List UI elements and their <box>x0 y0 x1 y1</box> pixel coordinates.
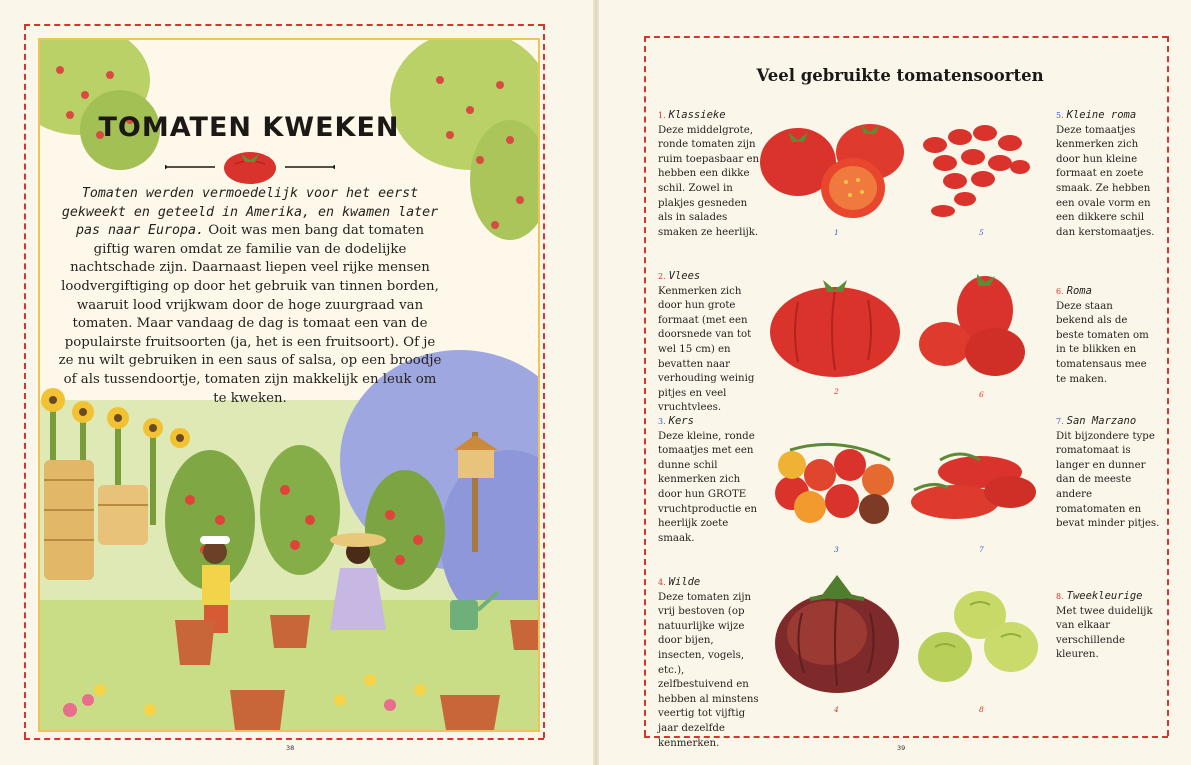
variety-3-number: 3. <box>658 417 666 426</box>
dashed-border-inner-right <box>644 36 646 736</box>
variety-2-number: 2. <box>658 272 666 281</box>
caption-8: 8 <box>979 705 984 714</box>
variety-8-name: Tweekleurige <box>1066 590 1143 602</box>
variety-6-number: 6. <box>1056 287 1064 296</box>
variety-5-name: Kleine roma <box>1066 109 1137 121</box>
intro-text <box>56 185 444 408</box>
variety-3 <box>658 414 764 546</box>
variety-4 <box>658 575 762 751</box>
variety-1-number: 1. <box>658 111 666 120</box>
variety-4-name: Wilde <box>668 576 701 588</box>
variety-5 <box>1056 108 1156 240</box>
variety-7-name: San Marzano <box>1066 415 1137 427</box>
caption-4: 4 <box>834 705 839 714</box>
tomato-cherry-illustration <box>770 435 905 530</box>
variety-3-name: Kers <box>668 415 694 427</box>
tomato-bicolor-illustration <box>915 585 1040 695</box>
variety-7 <box>1056 414 1160 532</box>
variety-5-text: Deze tomaatjes kenmerken zich door hun kleine formaat en zoete smaak. Ze hebben een ovale vorm en een dikkere schil dan kerstomaatjes. <box>1056 124 1155 238</box>
variety-7-text: Dit bijzondere type romatomaat is langer en dunner dan de meeste andere romatomaten en bevat minder pitjes. <box>1056 430 1160 530</box>
intro-lead: Tomaten werden vermoedelijk voor het eerst gekweekt en geteeld in Amerika, en kwamen later pas naar Europa. <box>61 186 439 239</box>
variety-1-text: Deze middelgrote, ronde tomaten zijn ruim toepasbaar en hebben een dikke schil. Zowel in plakjes gesneden als in salades smaken ze heerlijk. <box>658 124 760 238</box>
page-number-right: 39 <box>897 744 906 752</box>
intro-body: Ooit was men bang dat tomaten giftig waren omdat ze familie van de dodelijke nachtschade zijn. Daarnaast liepen veel rijke mensen loodvergiftiging op door het gebruik van tinnen borden, waaruit lood vrijkwam door de hoge zuurgraad van tomaten. Maar vandaag de dag is tomaat een van de populairste fruitsoorten (ja, het is een fruitsoort). Of je ze nu wilt gebruiken in een saus of salsa, op een broodje of als tussendoortje, tomaten zijn makkelijk en leuk om te kweken. <box>58 223 442 406</box>
variety-8-number: 8. <box>1056 592 1064 601</box>
title-decoration <box>165 144 335 186</box>
tomato-san-marzano-illustration <box>910 440 1040 535</box>
caption-6: 6 <box>979 390 984 399</box>
dashed-border-top-right <box>644 36 1168 38</box>
variety-2-name: Vlees <box>668 270 701 282</box>
dashed-border-top-left <box>24 24 544 26</box>
page-number-left: 38 <box>286 744 295 752</box>
caption-3: 3 <box>834 545 839 554</box>
variety-8 <box>1056 589 1156 663</box>
dashed-border-side-right <box>1167 36 1169 736</box>
variety-8-text: Met twee duidelijk van elkaar verschillende kleuren. <box>1056 605 1153 661</box>
variety-1 <box>658 108 762 240</box>
tomato-classic-illustration <box>758 120 908 225</box>
variety-4-text: Deze tomaten zijn vrij bestoven (op natuurlijke wijze door bijen, insecten, vogels, etc.), zelfbestuivend en hebben al minstens veertig tot vijftig jaar dezelfde kenmerken. <box>658 591 759 749</box>
tomato-beefsteak-illustration <box>768 272 903 382</box>
caption-5: 5 <box>979 228 984 237</box>
tomato-roma-illustration <box>915 270 1035 380</box>
tomato-mini-roma-illustration <box>915 115 1035 225</box>
variety-6-name: Roma <box>1066 285 1092 297</box>
page-title: TOMATEN KWEKEN <box>98 112 400 143</box>
variety-5-number: 5. <box>1056 111 1064 120</box>
variety-4-number: 4. <box>658 578 666 587</box>
tomato-heirloom-illustration <box>772 573 902 698</box>
variety-2 <box>658 269 766 416</box>
caption-7: 7 <box>979 545 984 554</box>
caption-2: 2 <box>834 387 839 396</box>
dashed-border-inner-left <box>543 24 545 738</box>
variety-7-number: 7. <box>1056 417 1064 426</box>
variety-6 <box>1056 284 1152 387</box>
caption-1: 1 <box>834 228 839 237</box>
varieties-title: Veel gebruikte tomatensoorten <box>756 66 1044 85</box>
child-left <box>200 536 230 633</box>
variety-2-text: Kenmerken zich door hun grote formaat (met een doorsnede van tot wel 15 cm) en bevatten naar verhouding weinig pitjes en veel vruchtvlees. <box>658 285 755 414</box>
variety-6-text: Deze staan bekend als de beste tomaten om in te blikken en tomatensaus mee te maken. <box>1056 300 1149 385</box>
variety-1-name: Klassieke <box>668 109 726 121</box>
book-gutter <box>593 0 599 765</box>
dashed-border-bottom-left <box>24 738 544 740</box>
variety-3-text: Deze kleine, ronde tomaatjes met een dunne schil kenmerken zich door hun GROTE vruchtproductie en heerlijk zoete smaak. <box>658 430 758 544</box>
